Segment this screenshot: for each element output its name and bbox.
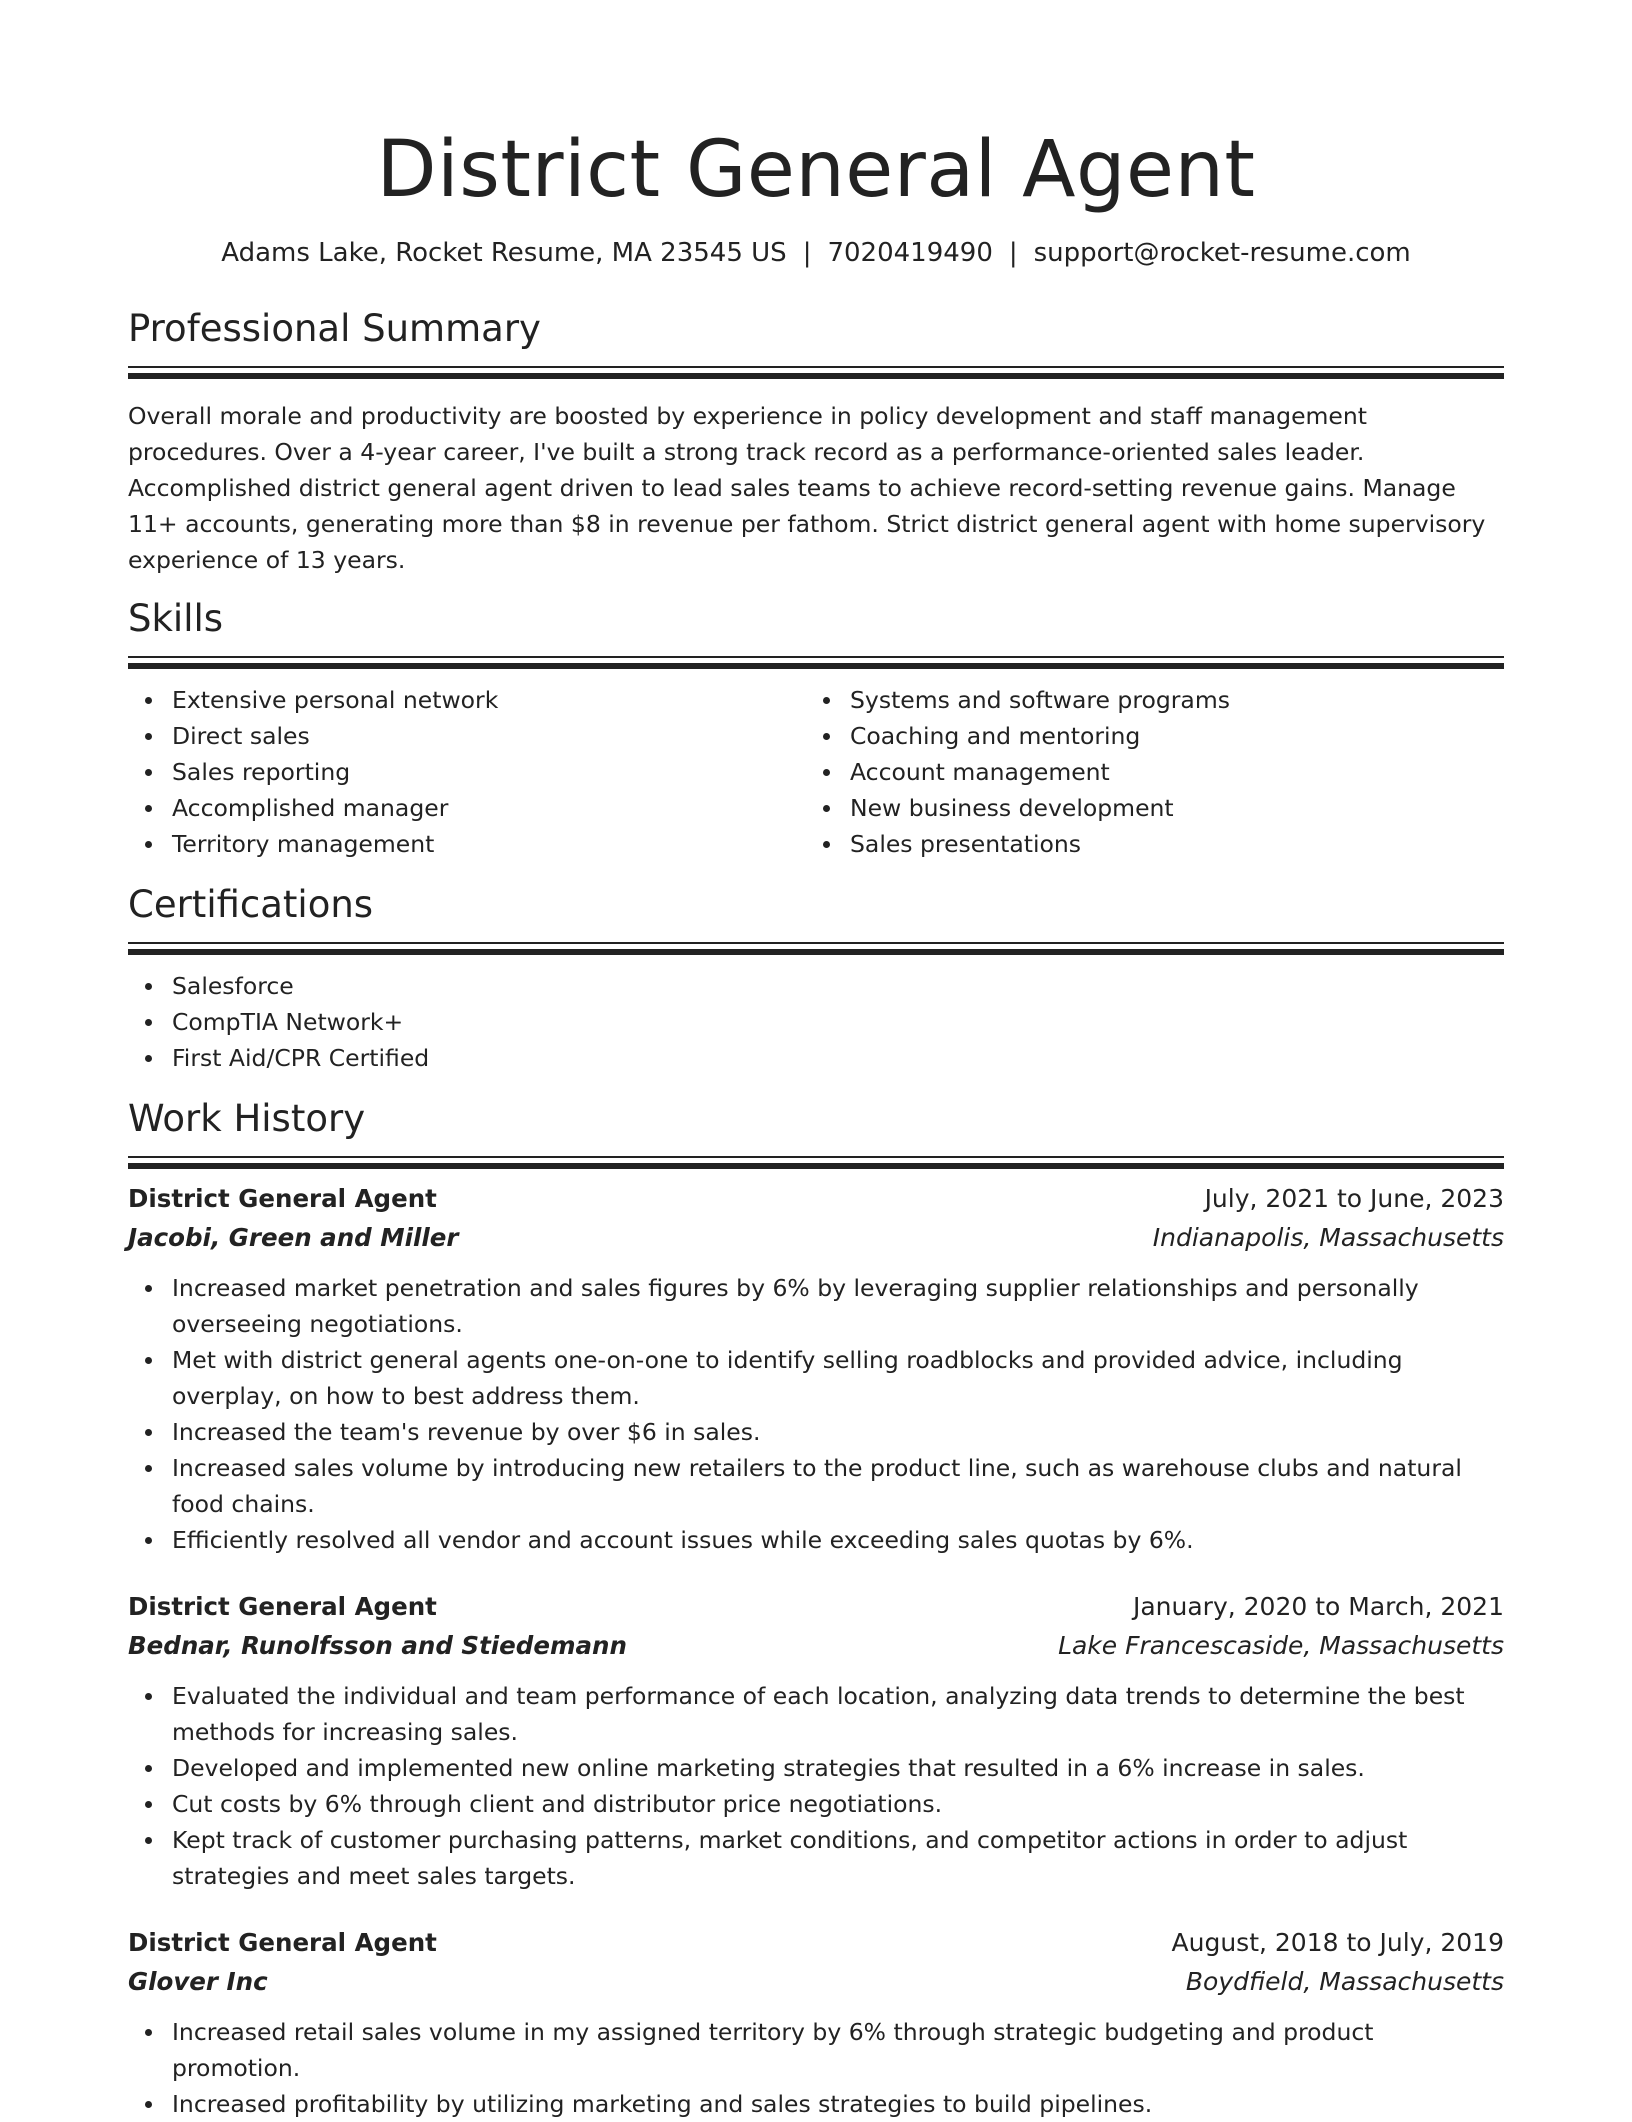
- job-dates: August, 2018 to July, 2019: [1171, 1928, 1504, 1957]
- skill-item: Account management: [850, 754, 1484, 790]
- resume-page: [128, 0, 1504, 2122]
- job-bullet: Increased sales volume by introducing new retailers to the product line, such as warehouse clubs and natural food chains.: [172, 1450, 1504, 1522]
- job-bullet: Kept track of customer purchasing patterns, market conditions, and competitor actions in order to adjust strategies and meet sales targets.: [172, 1822, 1504, 1894]
- job-location: Indianapolis, Massachusetts: [1152, 1223, 1504, 1252]
- job-bullet: Met with district general agents one-on-one to identify selling roadblocks and provided advice, including overplay, on how to best address them.: [172, 1342, 1504, 1414]
- job-company: Glover Inc: [128, 1967, 268, 1996]
- candidate-name: District General Agent: [376, 125, 1256, 215]
- certification-item: First Aid/CPR Certified: [172, 1040, 1504, 1076]
- skill-item: Accomplished manager: [172, 790, 806, 826]
- job-entry: [128, 1924, 1504, 2122]
- certification-item: CompTIA Network+: [172, 1004, 1504, 1040]
- contact-address: Adams Lake, Rocket Resume, MA 23545 US: [221, 238, 787, 268]
- job-bullet: Efficiently resolved all vendor and account issues while exceeding sales quotas by 6%.: [172, 1522, 1504, 1558]
- job-header-row: [128, 1588, 1504, 1626]
- skill-item: Territory management: [172, 826, 806, 862]
- summary-text: Overall morale and productivity are boosted by experience in policy development and staff management procedures. Over a 4-year career, I've built a strong track record as a performance-oriented sales leader. Accomplished district general agent driven to lead sales teams to achieve record-setting revenue gains. Manage 11+ accounts, generating more than $8 in revenue per fathom. Strict district general agent with home supervisory experience of 13 years.: [128, 402, 1486, 574]
- job-bullet: Increased the team's revenue by over $6 in sales.: [172, 1414, 1504, 1450]
- job-bullet: Increased retail sales volume in my assigned territory by 6% through strategic budgeting and product promotion.: [172, 2014, 1504, 2086]
- job-entry: [128, 1588, 1504, 1894]
- job-bullets: [128, 1270, 1504, 1558]
- section-divider: [128, 366, 1504, 376]
- summary-section: [128, 306, 1504, 578]
- job-location: Lake Francescaside, Massachusetts: [1058, 1631, 1504, 1660]
- job-bullet: Evaluated the individual and team performance of each location, analyzing data trends to determine the best methods for increasing sales.: [172, 1678, 1504, 1750]
- job-company: Bednar, Runolfsson and Stiedemann: [128, 1631, 627, 1660]
- job-company-row: [128, 1218, 1504, 1258]
- job-title: District General Agent: [128, 1592, 437, 1621]
- contact-separator: |: [1008, 238, 1018, 268]
- section-divider: [128, 1156, 1504, 1166]
- contact-line: [128, 236, 1504, 270]
- job-company-row: [128, 1626, 1504, 1666]
- skill-item: Extensive personal network: [172, 682, 806, 718]
- skill-item: Sales presentations: [850, 826, 1484, 862]
- skills-section: [128, 596, 1504, 862]
- job-company-row: [128, 1962, 1504, 2002]
- job-title: District General Agent: [128, 1928, 437, 1957]
- skill-item: Systems and software programs: [850, 682, 1484, 718]
- skills-list: [128, 682, 806, 862]
- contact-phone: 7020419490: [827, 238, 993, 268]
- job-entry: [128, 1180, 1504, 1558]
- job-bullet: Developed and implemented new online marketing strategies that resulted in a 6% increase in sales.: [172, 1750, 1504, 1786]
- work-history-section: [128, 1096, 1504, 2122]
- certifications-list: [128, 968, 1504, 1076]
- job-dates: January, 2020 to March, 2021: [1132, 1592, 1504, 1621]
- job-bullets: [128, 1678, 1504, 1894]
- skills-column-right: [806, 682, 1484, 862]
- job-bullet: Cut costs by 6% through client and distributor price negotiations.: [172, 1786, 1504, 1822]
- skill-item: New business development: [850, 790, 1484, 826]
- section-divider: [128, 656, 1504, 666]
- section-title: Work History: [128, 1097, 366, 1140]
- skill-item: Direct sales: [172, 718, 806, 754]
- section-title: Professional Summary: [128, 307, 541, 350]
- certification-item: Salesforce: [172, 968, 1504, 1004]
- skills-list: [806, 682, 1484, 862]
- contact-separator: |: [802, 238, 812, 268]
- skill-item: Coaching and mentoring: [850, 718, 1484, 754]
- job-location: Boydfield, Massachusetts: [1185, 1967, 1504, 1996]
- skills-grid: [128, 682, 1504, 862]
- job-company: Jacobi, Green and Miller: [128, 1223, 459, 1252]
- job-bullet: Increased market penetration and sales figures by 6% by leveraging supplier relationships and personally overseeing negotiations.: [172, 1270, 1504, 1342]
- job-dates: July, 2021 to June, 2023: [1204, 1184, 1504, 1213]
- certifications-section: [128, 882, 1504, 1076]
- section-title: Certifications: [128, 883, 374, 926]
- section-title: Skills: [128, 597, 224, 640]
- job-bullet: Increased profitability by utilizing marketing and sales strategies to build pipelines.: [172, 2086, 1504, 2122]
- contact-email: support@rocket-resume.com: [1033, 238, 1411, 268]
- job-header-row: [128, 1180, 1504, 1218]
- job-bullets: [128, 2014, 1504, 2122]
- job-header-row: [128, 1924, 1504, 1962]
- skills-column-left: [128, 682, 806, 862]
- section-divider: [128, 942, 1504, 952]
- skill-item: Sales reporting: [172, 754, 806, 790]
- job-title: District General Agent: [128, 1184, 437, 1213]
